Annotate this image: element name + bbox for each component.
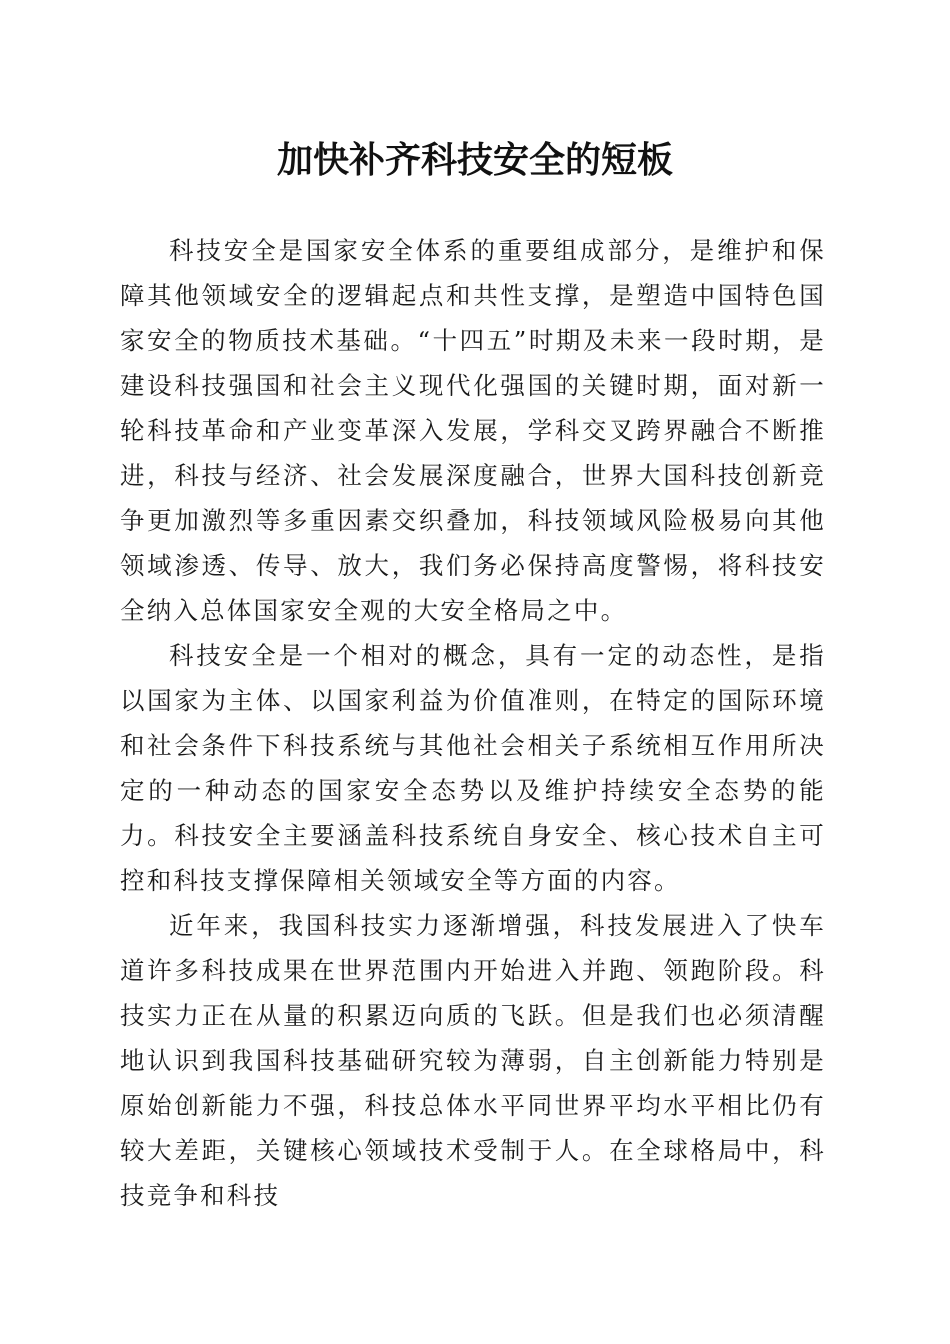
paragraph-1: 科技安全是国家安全体系的重要组成部分，是维护和保障其他领域安全的逻辑起点和共性支撑，是塑造中国特色国家安全的物质技术基础。“十四五”时期及未来一段时期，是建设科技强国和社会主义现代化强国的关键时期，面对新一轮科技革命和产业变革深入发展，学科交叉跨界融合不断推进，科技与经济、社会发展深度融合，世界大国科技创新竞争更加激烈等多重因素交织叠加，科技领域风险极易向其他领域渗透、传导、放大，我们务必保持高度警惕，将科技安全纳入总体国家安全观的大安全格局之中。 (120, 236, 826, 625)
paragraph-3: 近年来，我国科技实力逐渐增强，科技发展进入了快车道许多科技成果在世界范围内开始进入并跑、领跑阶段。科技实力正在从量的积累迈向质的飞跃。但是我们也必须清醒地认识到我国科技基础研究较为薄弱，自主创新能力特别是原始创新能力不强，科技总体水平同世界平均水平相比仍有较大差距，关键核心领域技术受制于人。在全球格局中，科技竞争和科技 (120, 911, 826, 1210)
document-title: 加快补齐科技安全的短板 (276, 139, 673, 181)
paragraph-2: 科技安全是一个相对的概念，具有一定的动态性，是指以国家为主体、以国家利益为价值准则，在特定的国际环境和社会条件下科技系统与其他社会相关子系统相互作用所决定的一种动态的国家安全态势以及维护持续安全态势的能力。科技安全主要涵盖科技系统自身安全、核心技术自主可控和科技支撑保障相关领域安全等方面的内容。 (120, 641, 826, 895)
document-body (120, 228, 826, 1218)
